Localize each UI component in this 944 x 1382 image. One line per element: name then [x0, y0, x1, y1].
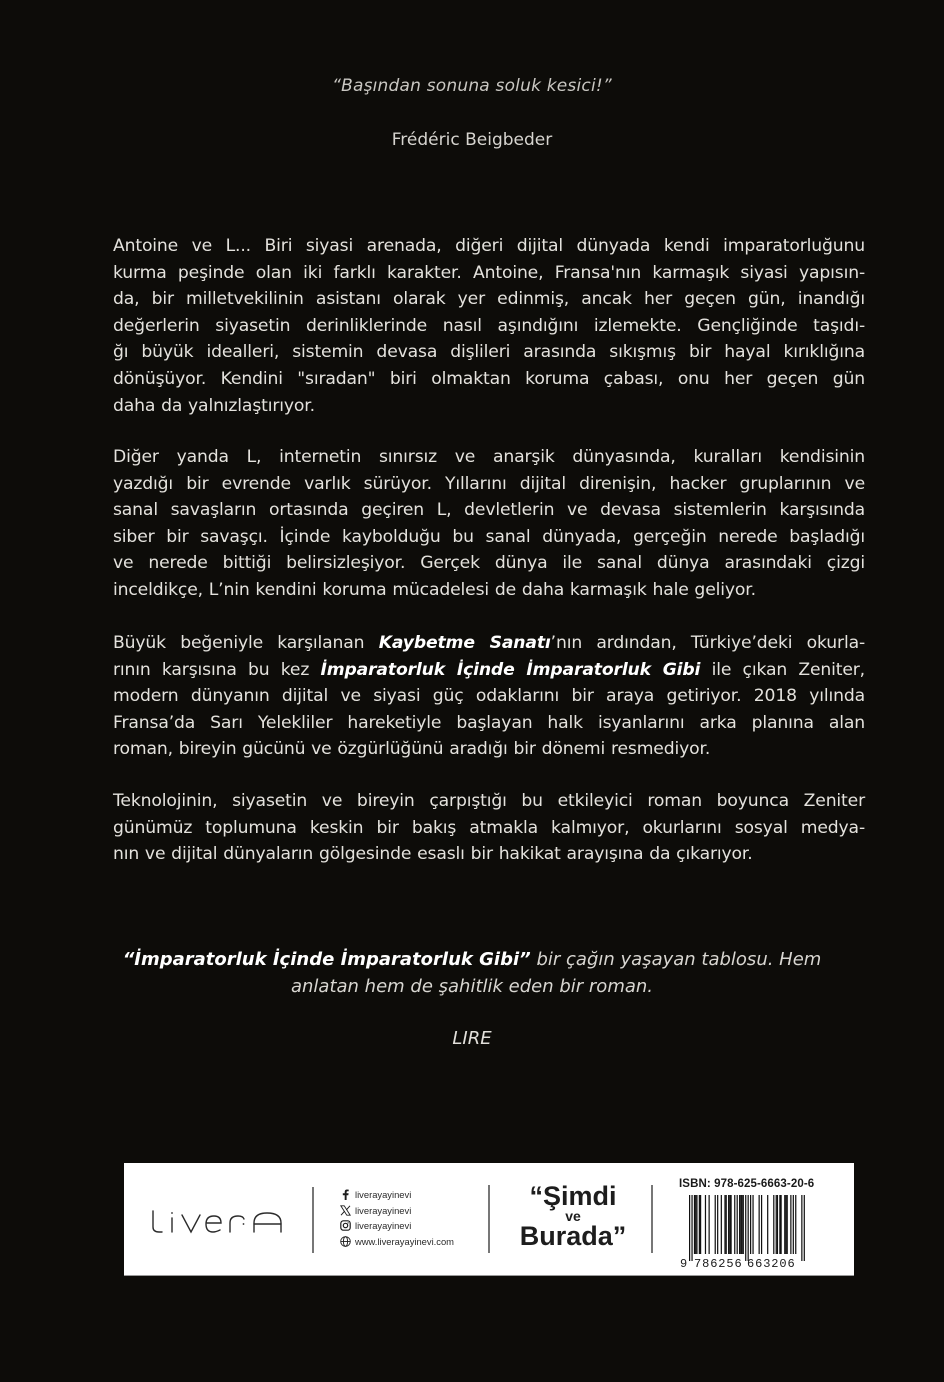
barcode-bar [781, 1195, 782, 1254]
divider [488, 1185, 490, 1253]
book-title: İmparatorluk İçinde İmparatorluk Gibi [320, 659, 701, 680]
synopsis-paragraph-1 [113, 233, 865, 419]
barcode-bar [776, 1195, 777, 1254]
barcode-bar [743, 1195, 744, 1254]
barcode-bar [784, 1195, 785, 1254]
barcode-bar [696, 1195, 697, 1254]
text-segment: rının karşısına bu kez [113, 659, 321, 680]
instagram-icon [340, 1220, 351, 1231]
barcode-bar [715, 1195, 716, 1254]
social-website[interactable] [340, 1234, 480, 1249]
barcode-bar [739, 1195, 740, 1254]
barcode-bar [709, 1195, 710, 1254]
barcode-bar [730, 1195, 731, 1254]
barcode-bar [728, 1195, 729, 1254]
barcode-bar [785, 1195, 786, 1254]
barcode-bar [691, 1195, 692, 1261]
barcode-bar [745, 1195, 746, 1261]
barcode-bar [804, 1195, 805, 1261]
barcode-digits-left: 786256 [694, 1257, 743, 1269]
barcode-bar [705, 1195, 706, 1254]
barcode-bar [724, 1195, 725, 1254]
text-line: dönüşüyor. Kendini "sıradan" biri olmaktan koruma çabası, onu her geçen gün [113, 368, 865, 389]
barcode-bar [726, 1195, 727, 1254]
text-segment: ile çıkan Zeniter, [700, 659, 865, 680]
social-label: www.liverayayinevi.com [355, 1235, 454, 1247]
barcode-digits-right: 663206 [747, 1257, 796, 1269]
review-quote [120, 946, 824, 1000]
globe-icon [340, 1236, 351, 1247]
barcode-digit-first: 9 [680, 1257, 688, 1269]
text-line: modern dünyanın dijital ve siyasi güç odaklarını bir araya getiriyor. 2018 yılında [113, 686, 865, 707]
barcode-bar [787, 1195, 788, 1254]
text-line [113, 657, 865, 684]
barcode-bar [748, 1195, 749, 1261]
social-facebook[interactable] [340, 1187, 480, 1202]
text-line: yazdığı bir evrende varlık sürüyor. Yıllarını dijital direnişin, hacker gruplarının ve [113, 473, 865, 494]
synopsis-paragraph-2 [113, 444, 865, 604]
text-line: roman, bireyin gücünü ve özgürlüğünü aradığı bir dönemi resmediyor. [113, 739, 711, 760]
barcode-bars [689, 1195, 805, 1261]
publisher-logo [150, 1205, 290, 1235]
barcode-bar [790, 1195, 791, 1254]
text-segment: Büyük beğeniyle karşılanan [113, 633, 379, 653]
barcode-bar [795, 1195, 796, 1254]
text-line [113, 630, 865, 657]
barcode-bar [759, 1195, 760, 1254]
text-line: Teknolojinin, siyasetin ve bireyin çarpıştığı bu etkileyici roman boyunca Zeniter [113, 791, 865, 811]
barcode-bar [737, 1195, 738, 1254]
barcode-bar [773, 1195, 774, 1254]
text-segment: ’nın ardından, Türkiye’deki okurla- [550, 633, 866, 653]
slogan-line-1: “Şimdi [529, 1181, 617, 1211]
text-line: da, bir milletvekilinin asistanı olarak yer edinmiş, ancak her geçen gün, inandığı [113, 289, 865, 310]
isbn-barcode [680, 1195, 810, 1269]
social-instagram[interactable] [340, 1218, 480, 1233]
text-line: daha da yalnızlaştırıyor. [113, 395, 315, 416]
series-slogan [498, 1183, 648, 1250]
barcode-bar [777, 1195, 778, 1254]
facebook-icon [340, 1189, 351, 1200]
social-x[interactable] [340, 1203, 480, 1218]
barcode-bar [741, 1195, 742, 1254]
text-line: siber bir savaşçı. İçinde kaybolduğu bu sanal dünyada, gerçeğin nerede başladığı [113, 526, 865, 547]
text-line: değerlerin siyasetin derinliklerinde nasıl aşındığını izlemekte. Gençliğinde taşıdı- [113, 315, 865, 336]
divider [651, 1185, 653, 1253]
social-links [340, 1187, 480, 1249]
barcode-bar [717, 1195, 718, 1254]
barcode-bar [721, 1195, 722, 1254]
epigraph-quote: “Başından sonuna soluk kesici!” [332, 76, 612, 96]
review-book-title: “İmparatorluk İçinde İmparatorluk Gibi” [122, 949, 531, 970]
synopsis-paragraph-4 [113, 788, 865, 868]
barcode-bar [801, 1195, 802, 1261]
social-label: liverayayinevi [355, 1220, 412, 1232]
barcode-bar [767, 1195, 768, 1254]
barcode-bar [700, 1195, 701, 1254]
review-text-1: bir çağın yaşayan tablosu. Hem [530, 949, 822, 970]
text-line: Diğer yanda L, internetin sınırsız ve anarşik dünyasında, kuralları kendisinin [113, 447, 865, 467]
barcode-bar [699, 1195, 700, 1254]
social-label: liverayayinevi [355, 1204, 412, 1216]
barcode-bar [695, 1195, 696, 1254]
x-icon [340, 1205, 351, 1216]
barcode-bar [793, 1195, 794, 1254]
text-line: günümüz toplumuna keskin bir bakış atmakla kalmıyor, okurlarını sosyal medya- [113, 817, 865, 838]
barcode-bar [694, 1195, 695, 1254]
barcode-bar [779, 1195, 780, 1254]
review-text-2: anlatan hem de şahitlik eden bir roman. [290, 976, 654, 997]
barcode-bar [750, 1195, 751, 1254]
text-line: kurma peşinde olan iki farklı karakter. Antoine, Fransa'nın karmaşık siyasi yapısın- [113, 262, 865, 283]
slogan-line-3: Burada” [519, 1221, 627, 1251]
publisher-panel [124, 1163, 854, 1276]
review-source: LIRE [452, 1028, 492, 1049]
text-line: ve nerede bittiği belirsizleşiyor. Gerçek dünya ile sanal dünya arasındaki çizgi [113, 553, 865, 574]
synopsis-paragraph-3 [113, 630, 865, 763]
text-line: Antoine ve L... Biri siyasi arenada, diğeri dijital dünyada kendi imparatorluğunu [113, 236, 865, 256]
text-line: Fransa’da Sarı Yelekliler hareketiyle başlayan halk isyanlarını arka planına alan [113, 712, 865, 733]
text-line: nın ve dijital dünyaların gölgesinde esaslı bir hakikat arayışına da çıkarıyor. [113, 844, 753, 865]
barcode-bar [740, 1195, 741, 1254]
barcode-bar [752, 1195, 753, 1254]
book-title-kaybetme-sanati: Kaybetme Sanatı [378, 633, 551, 653]
barcode-bar [689, 1195, 690, 1261]
barcode-bar [729, 1195, 730, 1254]
slogan-line-2: ve [565, 1208, 581, 1224]
divider [312, 1187, 314, 1253]
text-line: inceldikçe, L’nin kendini koruma mücadelesi de daha karmaşık hale geliyor. [113, 579, 756, 600]
barcode-bar [761, 1195, 762, 1254]
social-label: liverayayinevi [355, 1189, 412, 1200]
barcode-bar [734, 1195, 735, 1254]
isbn-label: ISBN: 978-625-6663-20-6 [679, 1178, 815, 1190]
epigraph-author: Frédéric Beigbeder [391, 130, 553, 150]
text-line: ğı büyük idealleri, sistemin devasa dişlileri arasında sıkışmış bir hayal kırıklığına [113, 342, 865, 363]
text-line: sanal savaşların ortasında geçiren L, devletlerin ve devasa sistemlerin karşısında [113, 500, 865, 521]
